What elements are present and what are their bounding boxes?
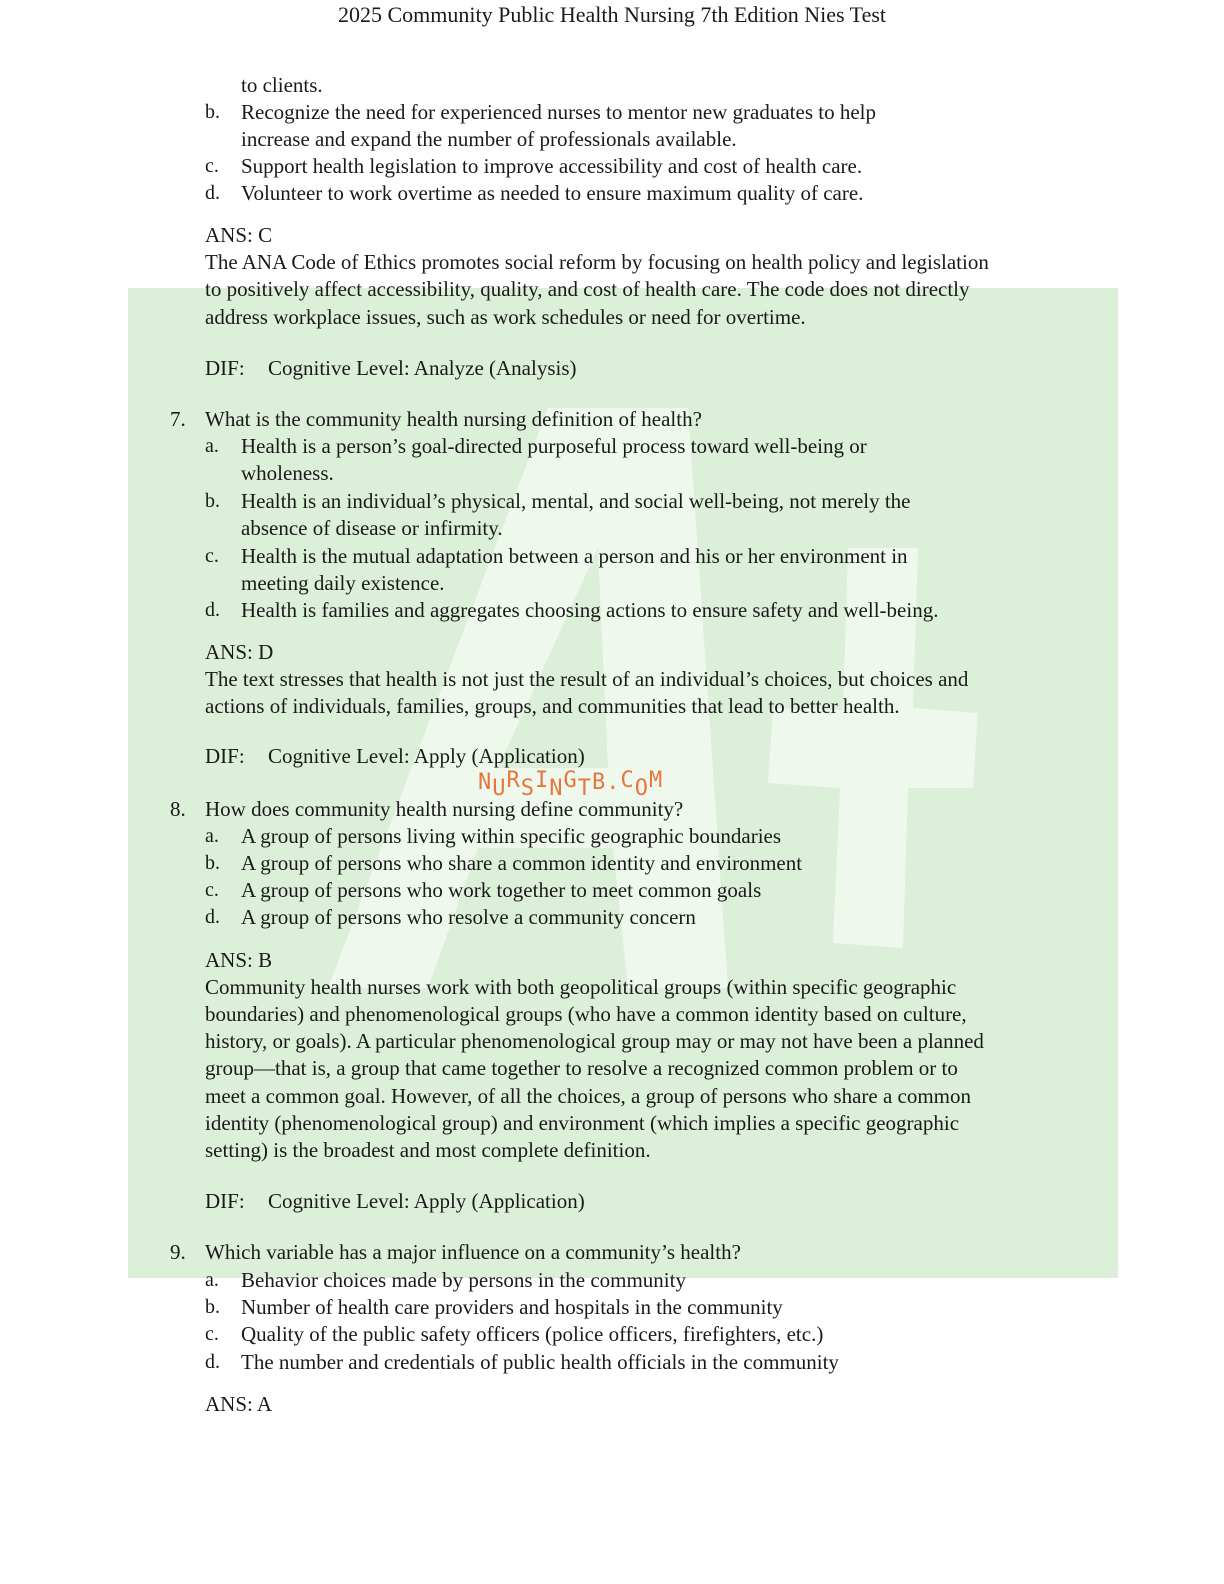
- q9-option-a-line1: Behavior choices made by persons in the community: [241, 1268, 686, 1292]
- q7-option-d-letter: d.: [205, 599, 220, 621]
- q7-option-d-line1: Health is families and aggregates choosing actions to ensure safety and well-being.: [241, 598, 939, 622]
- q8-number: 8.: [170, 797, 186, 821]
- q7-rationale-line1: The text stresses that health is not just the result of an individual’s choices, but choices and: [205, 667, 969, 691]
- q9-option-c-line1: Quality of the public safety officers (police officers, firefighters, etc.): [241, 1322, 824, 1346]
- q7-option-c-line1: Health is the mutual adaptation between a person and his or her environment in: [241, 544, 908, 568]
- site-watermark-text: NURSINGTB.COM: [478, 768, 664, 801]
- q6-option-b-line2: increase and expand the number of professionals available.: [241, 127, 737, 151]
- q9-option-b-line1: Number of health care providers and hospitals in the community: [241, 1295, 783, 1319]
- q7-option-a-line1: Health is a person’s goal-directed purposeful process toward well-being or: [241, 434, 867, 458]
- q7-rationale-line2: actions of individuals, families, groups, and communities that lead to better health.: [205, 694, 900, 718]
- q6-rationale-line1: The ANA Code of Ethics promotes social reform by focusing on health policy and legislation: [205, 250, 989, 274]
- q7-option-b-line1: Health is an individual’s physical, mental, and social well-being, not merely the: [241, 489, 911, 513]
- q8-rationale-line6: identity (phenomenological group) and environment (which implies a specific geographic: [205, 1111, 960, 1135]
- q7-number: 7.: [170, 407, 186, 431]
- q8-answer: ANS: B: [205, 948, 273, 972]
- q9-option-c-letter: c.: [205, 1323, 219, 1345]
- q7-answer: ANS: D: [205, 640, 274, 664]
- q9-stem: Which variable has a major influence on a community’s health?: [205, 1240, 741, 1264]
- q8-rationale-line7: setting) is the broadest and most complete definition.: [205, 1138, 651, 1162]
- q6-rationale-line2: to positively affect accessibility, quality, and cost of health care. The code does not directly: [205, 277, 970, 301]
- q7-option-c-letter: c.: [205, 545, 219, 567]
- q6-option-c-letter: c.: [205, 155, 219, 177]
- q8-option-b-letter: b.: [205, 852, 220, 874]
- q7-option-a-line2: wholeness.: [241, 461, 334, 485]
- q8-rationale-line4: group—that is, a group that came together to resolve a recognized common problem or to: [205, 1056, 958, 1080]
- q7-dif: Cognitive Level: Apply (Application): [268, 744, 585, 768]
- q8-dif-label: DIF:: [205, 1189, 245, 1213]
- q7-option-c-line2: meeting daily existence.: [241, 571, 445, 595]
- q7-option-b-letter: b.: [205, 490, 220, 512]
- q9-option-d-line1: The number and credentials of public health officials in the community: [241, 1350, 839, 1374]
- q8-option-c-letter: c.: [205, 879, 219, 901]
- q6-option-d-letter: d.: [205, 182, 220, 204]
- q8-option-b-line1: A group of persons who share a common identity and environment: [241, 851, 803, 875]
- q6-answer: ANS: C: [205, 223, 273, 247]
- q9-number: 9.: [170, 1240, 186, 1264]
- q8-option-d-line1: A group of persons who resolve a community concern: [241, 905, 696, 929]
- q6-rationale-line3: address workplace issues, such as work schedules or need for overtime.: [205, 305, 806, 329]
- q6-dif-label: DIF:: [205, 356, 245, 380]
- q9-option-d-letter: d.: [205, 1351, 220, 1373]
- q8-rationale-line1: Community health nurses work with both geopolitical groups (within specific geographic: [205, 975, 957, 999]
- q7-option-a-letter: a.: [205, 435, 219, 457]
- q7-stem: What is the community health nursing definition of health?: [205, 407, 702, 431]
- q8-option-a-letter: a.: [205, 825, 219, 847]
- q6-option-a-continued: to clients.: [241, 73, 323, 97]
- q6-option-b-line1: Recognize the need for experienced nurses to mentor new graduates to help: [241, 100, 877, 124]
- q9-option-b-letter: b.: [205, 1296, 220, 1318]
- q6-option-b-letter: b.: [205, 101, 220, 123]
- q7-option-b-line2: absence of disease or infirmity.: [241, 516, 503, 540]
- q9-option-a-letter: a.: [205, 1269, 219, 1291]
- q6-option-c-line1: Support health legislation to improve accessibility and cost of health care.: [241, 154, 863, 178]
- page-header: 2025 Community Public Health Nursing 7th Edition Nies Test: [337, 2, 887, 27]
- q8-option-d-letter: d.: [205, 906, 220, 928]
- q8-rationale-line2: boundaries) and phenomenological groups (who have a common identity based on culture,: [205, 1002, 967, 1026]
- q7-dif-label: DIF:: [205, 744, 245, 768]
- q8-rationale-line5: meet a common goal. However, of all the choices, a group of persons who share a common: [205, 1084, 972, 1108]
- q8-option-c-line1: A group of persons who work together to meet common goals: [241, 878, 762, 902]
- q8-dif: Cognitive Level: Apply (Application): [268, 1189, 585, 1213]
- q6-option-d-line1: Volunteer to work overtime as needed to ensure maximum quality of care.: [241, 181, 864, 205]
- q8-option-a-line1: A group of persons living within specific geographic boundaries: [241, 824, 782, 848]
- q8-rationale-line3: history, or goals). A particular phenomenological group may or may not have been a planned: [205, 1029, 984, 1053]
- q6-dif: Cognitive Level: Analyze (Analysis): [268, 356, 577, 380]
- q8-stem: How does community health nursing define community?: [205, 797, 684, 821]
- q9-answer: ANS: A: [205, 1392, 273, 1416]
